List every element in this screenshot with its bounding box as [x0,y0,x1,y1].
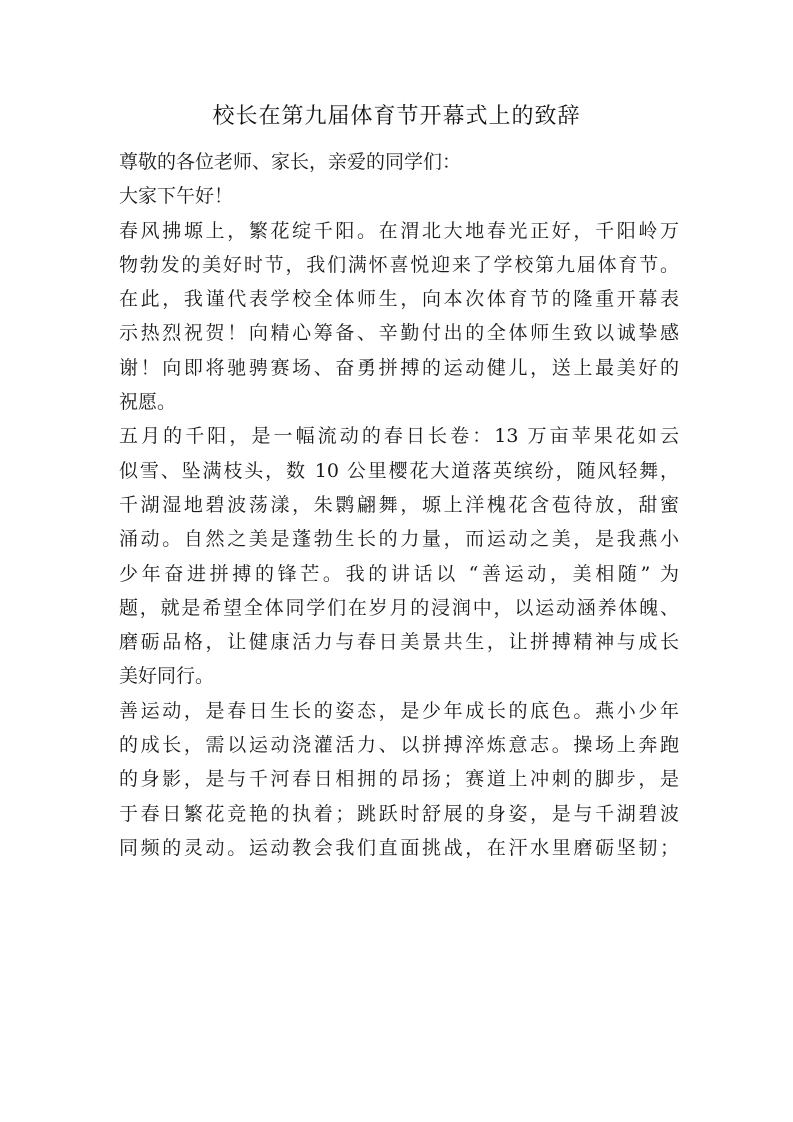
text-line: 的成长，需以运动浇灌活力、以拼搏淬炼意志。操场上奔跑 [119,734,679,757]
text-line: 五月的千阳，是一幅流动的春日长卷：13 万亩苹果花如云 [119,425,679,448]
text-line: 示热烈祝贺！向精心筹备、辛勤付出的全体师生致以诚挚感 [119,322,679,345]
text-line: 涌动。自然之美是蓬勃生长的力量，而运动之美，是我燕小 [119,528,679,551]
text-line: 美好同行。 [119,665,215,688]
document-title: 校长在第九届体育节开幕式上的致辞 [212,104,581,129]
text-line: 少年奋进拼搏的锋芒。我的讲话以 “善运动，美相随” 为 [119,562,679,585]
text-line: 在此，我谨代表学校全体师生，向本次体育节的隆重开幕表 [119,288,679,311]
text-line: 于春日繁花竞艳的执着；跳跃时舒展的身姿，是与千湖碧波 [119,802,679,825]
text-line: 大家下午好！ [119,185,234,208]
text-line: 祝愿。 [119,391,177,414]
text-line: 尊敬的各位老师、家长，亲爱的同学们： [119,151,462,173]
text-line: 谢！向即将驰骋赛场、奋勇拼搏的运动健儿，送上最美好的 [119,356,679,379]
text-line: 千湖湿地碧波荡漾，朱鹮翩舞，塬上洋槐花含苞待放，甜蜜 [119,493,679,516]
text-line: 善运动，是春日生长的姿态，是少年成长的底色。燕小少年 [119,699,679,722]
document-body [119,145,679,865]
text-line: 似雪、坠满枝头，数 10 公里樱花大道落英缤纷，随风轻舞， [119,459,679,482]
text-line: 同频的灵动。运动教会我们直面挑战，在汗水里磨砺坚韧； [119,836,679,859]
text-line: 的身影，是与千河春日相拥的昂扬；赛道上冲刺的脚步，是 [119,768,679,791]
text-line: 题，就是希望全体同学们在岁月的浸润中，以运动涵养体魄、 [119,596,679,619]
text-line: 春风拂塬上，繁花绽千阳。在渭北大地春光正好，千阳岭万 [119,219,679,242]
text-line: 磨砺品格，让健康活力与春日美景共生，让拼搏精神与成长 [119,631,679,654]
text-line: 物勃发的美好时节，我们满怀喜悦迎来了学校第九届体育节。 [119,253,679,276]
